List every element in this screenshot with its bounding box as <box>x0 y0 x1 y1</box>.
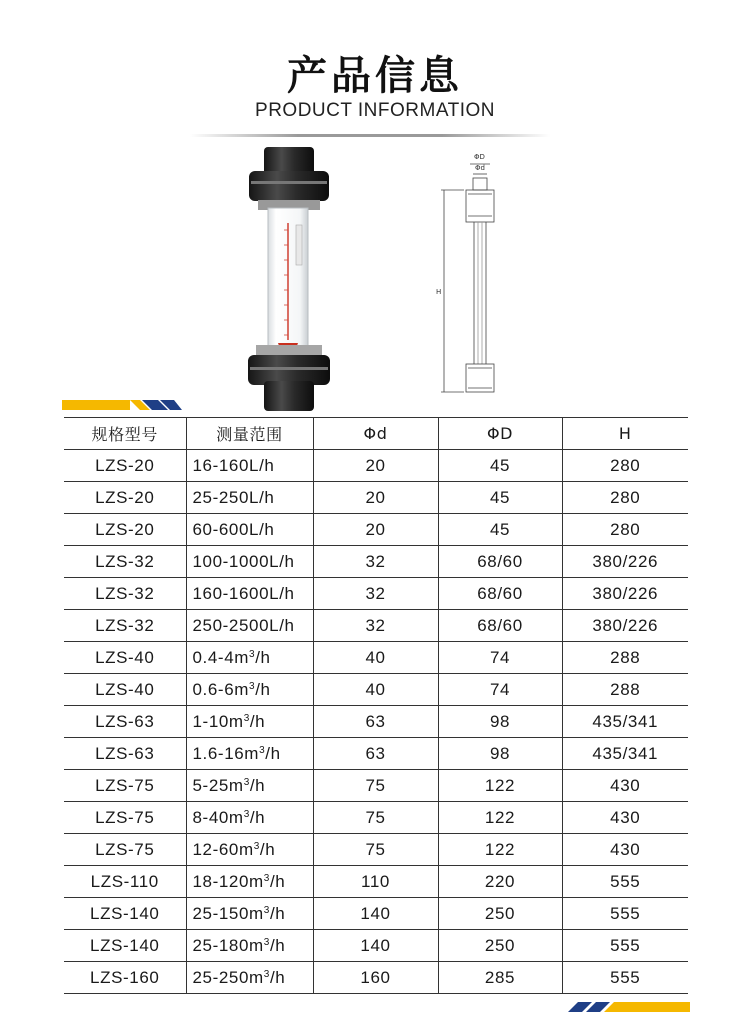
cell-height: 435/341 <box>562 706 688 738</box>
table-row <box>64 642 688 674</box>
cell-model: LZS-40 <box>64 642 186 674</box>
table-row <box>64 450 688 482</box>
cell-inner-diameter: 20 <box>313 450 438 482</box>
cell-outer-diameter: 68/60 <box>438 610 562 642</box>
cell-outer-diameter: 220 <box>438 866 562 898</box>
cell-height: 555 <box>562 898 688 930</box>
range-value: 25-250m <box>192 967 264 987</box>
range-value: 160-1600L/h <box>192 583 295 603</box>
cell-inner-diameter: 63 <box>313 706 438 738</box>
cell-inner-diameter: 40 <box>313 674 438 706</box>
range-unit: /h <box>269 871 286 891</box>
page-title: 产品信息 <box>287 53 463 99</box>
cell-outer-diameter: 285 <box>438 962 562 994</box>
cell-height: 288 <box>562 642 688 674</box>
table-row <box>64 674 688 706</box>
cell-range <box>186 962 313 994</box>
cubic-superscript: 3 <box>249 648 256 660</box>
range-unit: /h <box>269 935 286 955</box>
table-row <box>64 866 688 898</box>
cell-inner-diameter: 20 <box>313 514 438 546</box>
cell-range <box>186 706 313 738</box>
cell-inner-diameter: 75 <box>313 802 438 834</box>
range-value: 0.4-4m <box>192 647 250 667</box>
cell-model: LZS-140 <box>64 930 186 962</box>
cubic-superscript: 3 <box>249 680 256 692</box>
range-value: 100-1000L/h <box>192 551 295 571</box>
table-row <box>64 514 688 546</box>
cell-range <box>186 866 313 898</box>
cell-height: 430 <box>562 834 688 866</box>
range-value: 5-25m <box>192 775 244 795</box>
table-row <box>64 962 688 994</box>
range-value: 60-600L/h <box>192 519 275 539</box>
table-row <box>64 770 688 802</box>
cell-height: 280 <box>562 482 688 514</box>
cell-outer-diameter: 250 <box>438 898 562 930</box>
cell-range <box>186 450 313 482</box>
cell-model: LZS-75 <box>64 770 186 802</box>
range-unit: /h <box>255 647 271 667</box>
cell-model: LZS-75 <box>64 802 186 834</box>
cell-range <box>186 514 313 546</box>
outer-diameter-label: ΦD <box>474 153 485 161</box>
table-row <box>64 898 688 930</box>
cell-inner-diameter: 40 <box>313 642 438 674</box>
cell-range <box>186 898 313 930</box>
cell-model: LZS-32 <box>64 546 186 578</box>
range-value: 16-160L/h <box>192 455 275 475</box>
table-row <box>64 578 688 610</box>
table-row <box>64 610 688 642</box>
cell-height: 430 <box>562 802 688 834</box>
cell-inner-diameter: 160 <box>313 962 438 994</box>
cell-range <box>186 930 313 962</box>
cell-model: LZS-63 <box>64 738 186 770</box>
cell-model: LZS-32 <box>64 610 186 642</box>
cell-model: LZS-63 <box>64 706 186 738</box>
table-row <box>64 706 688 738</box>
range-value: 25-150m <box>192 903 264 923</box>
range-value: 1-10m <box>192 711 244 731</box>
cell-model: LZS-20 <box>64 482 186 514</box>
range-value: 1.6-16m <box>192 743 260 763</box>
range-value: 25-250L/h <box>192 487 275 507</box>
range-unit: /h <box>269 903 286 923</box>
table-row <box>64 930 688 962</box>
cell-outer-diameter: 122 <box>438 802 562 834</box>
table-row <box>64 834 688 866</box>
cell-height: 380/226 <box>562 546 688 578</box>
cell-height: 555 <box>562 962 688 994</box>
cubic-superscript: 3 <box>253 840 260 852</box>
header-outer-diameter: ΦD <box>438 418 562 450</box>
range-unit: /h <box>249 711 266 731</box>
cell-range <box>186 738 313 770</box>
cell-inner-diameter: 32 <box>313 546 438 578</box>
cell-inner-diameter: 20 <box>313 482 438 514</box>
cubic-superscript: 3 <box>243 808 250 820</box>
range-unit: /h <box>259 839 276 859</box>
accent-stripe-bottom <box>568 998 690 1014</box>
cell-outer-diameter: 98 <box>438 738 562 770</box>
table-row <box>64 738 688 770</box>
flowmeter-photo <box>238 145 338 415</box>
header-inner-diameter: Φd <box>313 418 438 450</box>
cell-outer-diameter: 45 <box>438 482 562 514</box>
range-value: 18-120m <box>192 871 264 891</box>
cell-height: 280 <box>562 450 688 482</box>
cell-inner-diameter: 110 <box>313 866 438 898</box>
cell-height: 430 <box>562 770 688 802</box>
height-label: H <box>436 288 442 296</box>
range-value: 8-40m <box>192 807 244 827</box>
range-value: 12-60m <box>192 839 254 859</box>
cell-model: LZS-75 <box>64 834 186 866</box>
cell-inner-diameter: 140 <box>313 930 438 962</box>
cell-outer-diameter: 98 <box>438 706 562 738</box>
range-unit: /h <box>255 679 271 699</box>
cubic-superscript: 3 <box>263 904 270 916</box>
table-row <box>64 482 688 514</box>
cubic-superscript: 3 <box>243 776 250 788</box>
cell-height: 280 <box>562 514 688 546</box>
cell-height: 380/226 <box>562 578 688 610</box>
cell-range <box>186 802 313 834</box>
range-unit: /h <box>269 967 286 987</box>
cell-outer-diameter: 250 <box>438 930 562 962</box>
cell-height: 555 <box>562 930 688 962</box>
table-row <box>64 802 688 834</box>
cell-model: LZS-140 <box>64 898 186 930</box>
cell-range <box>186 642 313 674</box>
cell-outer-diameter: 74 <box>438 642 562 674</box>
cell-height: 555 <box>562 866 688 898</box>
cell-inner-diameter: 32 <box>313 610 438 642</box>
cell-height: 288 <box>562 674 688 706</box>
range-unit: /h <box>265 743 281 763</box>
cell-range <box>186 482 313 514</box>
range-unit: /h <box>249 807 266 827</box>
cell-model: LZS-110 <box>64 866 186 898</box>
cubic-superscript: 3 <box>263 936 270 948</box>
cell-inner-diameter: 63 <box>313 738 438 770</box>
cell-outer-diameter: 68/60 <box>438 578 562 610</box>
cubic-superscript: 3 <box>243 712 250 724</box>
cell-range <box>186 770 313 802</box>
header-range: 测量范围 <box>186 418 313 450</box>
cubic-superscript: 3 <box>263 968 270 980</box>
cell-inner-diameter: 140 <box>313 898 438 930</box>
cell-outer-diameter: 45 <box>438 514 562 546</box>
cell-model: LZS-20 <box>64 514 186 546</box>
header-height: H <box>562 418 688 450</box>
cell-range <box>186 834 313 866</box>
cell-outer-diameter: 68/60 <box>438 546 562 578</box>
cell-model: LZS-40 <box>64 674 186 706</box>
cell-outer-diameter: 122 <box>438 834 562 866</box>
cell-range <box>186 546 313 578</box>
page-subtitle: PRODUCT INFORMATION <box>255 100 495 121</box>
cell-range <box>186 674 313 706</box>
range-value: 250-2500L/h <box>192 615 295 635</box>
accent-stripe-top <box>62 398 182 412</box>
header-model: 规格型号 <box>64 418 186 450</box>
inner-diameter-label: Φd <box>475 164 485 172</box>
range-value: 0.6-6m <box>192 679 250 699</box>
cell-height: 435/341 <box>562 738 688 770</box>
spec-table <box>64 417 688 994</box>
range-value: 25-180m <box>192 935 264 955</box>
title-divider <box>190 134 550 137</box>
table-header-row <box>64 418 688 450</box>
cell-range <box>186 578 313 610</box>
cell-model: LZS-32 <box>64 578 186 610</box>
cubic-superscript: 3 <box>263 872 270 884</box>
cubic-superscript: 3 <box>259 744 266 756</box>
cell-inner-diameter: 32 <box>313 578 438 610</box>
cell-outer-diameter: 122 <box>438 770 562 802</box>
cell-inner-diameter: 75 <box>313 834 438 866</box>
cell-model: LZS-160 <box>64 962 186 994</box>
cell-range <box>186 610 313 642</box>
range-unit: /h <box>249 775 266 795</box>
dimension-drawing <box>430 150 510 400</box>
cell-height: 380/226 <box>562 610 688 642</box>
table-row <box>64 546 688 578</box>
cell-inner-diameter: 75 <box>313 770 438 802</box>
cell-model: LZS-20 <box>64 450 186 482</box>
cell-outer-diameter: 74 <box>438 674 562 706</box>
cell-outer-diameter: 45 <box>438 450 562 482</box>
